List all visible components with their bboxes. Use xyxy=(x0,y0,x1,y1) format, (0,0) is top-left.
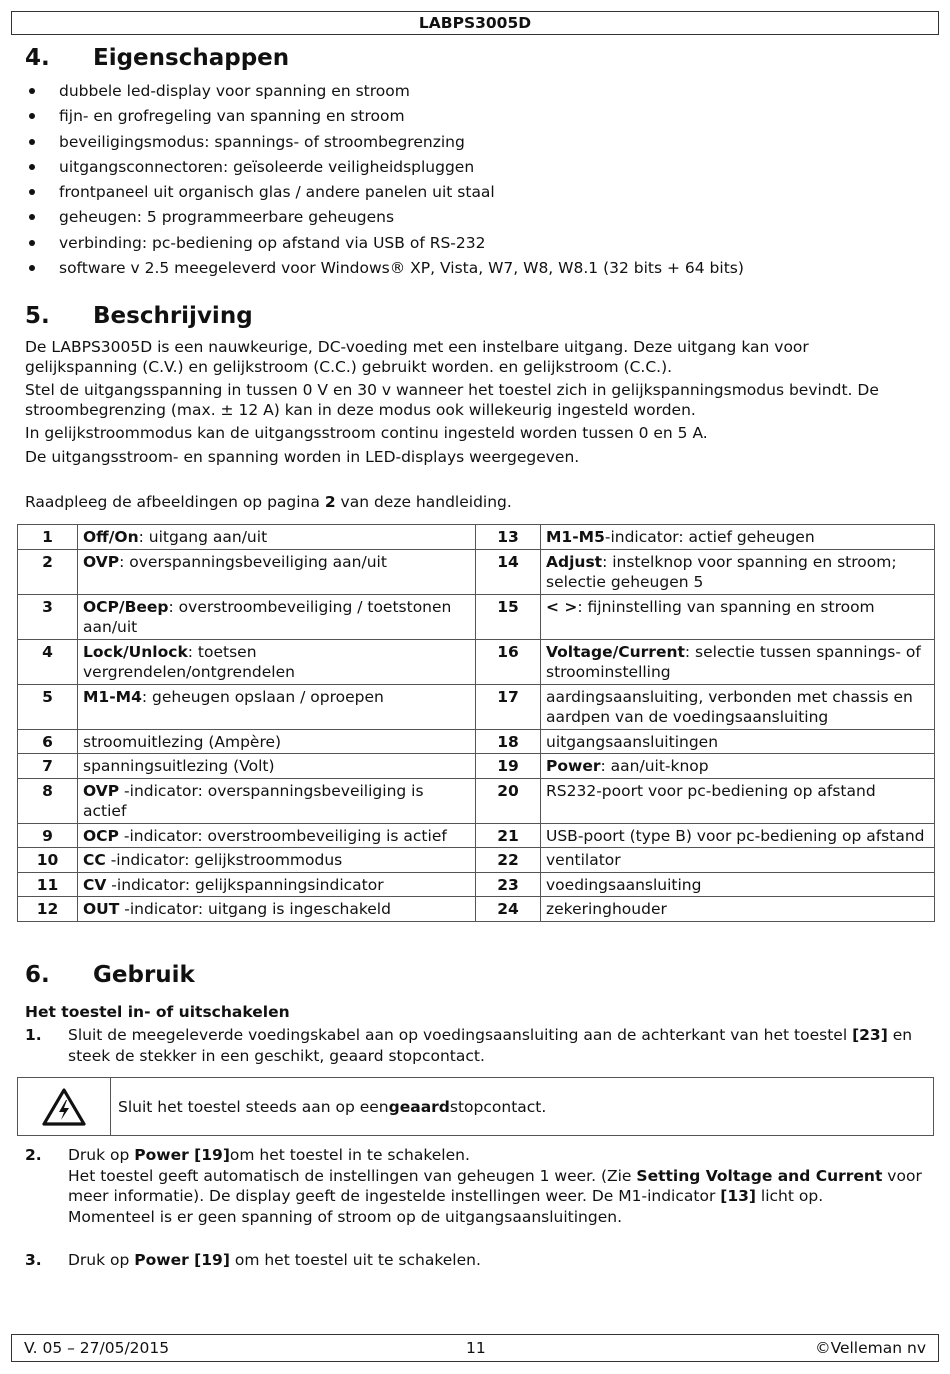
list-item: uitgangsconnectoren: geïsoleerde veiligheidspluggen xyxy=(25,156,744,181)
figure-reference: Raadpleeg de afbeeldingen op pagina 2 van deze handleiding. xyxy=(25,493,512,511)
step-1: 1. Sluit de meegeleverde voedingskabel aan op voedingsaansluiting aan de achterkant van het toestel [23] en steek de stekker in een geschikt, geaard stopcontact. xyxy=(25,1026,913,1065)
step-3: 3. Druk op Power [19] om het toestel uit te schakelen. xyxy=(25,1251,481,1269)
part-description: CV -indicator: gelijkspanningsindicator xyxy=(78,872,476,897)
part-number: 20 xyxy=(476,778,541,823)
table-row xyxy=(18,684,935,729)
parts-table xyxy=(17,524,935,922)
part-number: 11 xyxy=(18,872,78,897)
part-description: Off/On: uitgang aan/uit xyxy=(78,525,476,550)
page-number: 11 xyxy=(466,1339,486,1357)
part-description: uitgangsaansluitingen xyxy=(541,729,935,754)
part-description: aardingsaansluiting, verbonden met chassis en aardpen van de voedingsaansluiting xyxy=(541,684,935,729)
part-description: zekeringhouder xyxy=(541,897,935,922)
part-number: 12 xyxy=(18,897,78,922)
part-number: 17 xyxy=(476,684,541,729)
part-description: spanningsuitlezing (Volt) xyxy=(78,754,476,779)
part-description: Power: aan/uit-knop xyxy=(541,754,935,779)
table-row xyxy=(18,872,935,897)
part-number: 24 xyxy=(476,897,541,922)
list-item: software v 2.5 meegeleverd voor Windows® XP, Vista, W7, W8, W8.1 (32 bits + 64 bits) xyxy=(25,257,744,282)
table-row xyxy=(18,639,935,684)
part-number: 22 xyxy=(476,848,541,873)
list-item: fijn- en grofregeling van spanning en stroom xyxy=(25,105,744,130)
table-row xyxy=(18,823,935,848)
list-item: beveiligingsmodus: spannings- of stroombegrenzing xyxy=(25,131,744,156)
part-description: USB-poort (type B) voor pc-bediening op afstand xyxy=(541,823,935,848)
part-number: 18 xyxy=(476,729,541,754)
part-number: 5 xyxy=(18,684,78,729)
part-number: 8 xyxy=(18,778,78,823)
list-item: frontpaneel uit organisch glas / andere panelen uit staal xyxy=(25,181,744,206)
part-number: 21 xyxy=(476,823,541,848)
part-description: < >: fijninstelling van spanning en stroom xyxy=(541,594,935,639)
step-2: 2. Druk op Power [19]om het toestel in te schakelen. Het toestel geeft automatisch de instellingen van geheugen 1 weer. (Zie Setting Voltage and Current voor meer informatie). De display geeft de ingestelde instellingen weer. De M1-indicator [13] licht op. Momenteel is er geen spanning of stroom op de uitgangsaansluitingen. xyxy=(25,1146,922,1226)
part-number: 6 xyxy=(18,729,78,754)
part-description: CC -indicator: gelijkstroommodus xyxy=(78,848,476,873)
part-description: stroomuitlezing (Ampère) xyxy=(78,729,476,754)
high-voltage-warning-icon xyxy=(18,1078,111,1135)
part-number: 9 xyxy=(18,823,78,848)
version-date: V. 05 – 27/05/2015 xyxy=(24,1339,170,1357)
table-row xyxy=(18,525,935,550)
table-row xyxy=(18,848,935,873)
section-6-heading: 6. Gebruik xyxy=(25,962,195,988)
part-description: OVP -indicator: overspanningsbeveiliging is actief xyxy=(78,778,476,823)
part-number: 10 xyxy=(18,848,78,873)
part-description: M1-M4: geheugen opslaan / oproepen xyxy=(78,684,476,729)
part-number: 14 xyxy=(476,549,541,594)
part-number: 13 xyxy=(476,525,541,550)
list-item: geheugen: 5 programmeerbare geheugens xyxy=(25,206,744,231)
copyright: ©Velleman nv xyxy=(815,1339,926,1357)
part-description: OUT -indicator: uitgang is ingeschakeld xyxy=(78,897,476,922)
part-number: 23 xyxy=(476,872,541,897)
part-number: 2 xyxy=(18,549,78,594)
part-number: 16 xyxy=(476,639,541,684)
part-description: ventilator xyxy=(541,848,935,873)
part-number: 15 xyxy=(476,594,541,639)
warning-text: Sluit het toestel steeds aan op een geaard stopcontact. xyxy=(118,1097,547,1116)
description-paragraph: In gelijkstroommodus kan de uitgangsstroom continu ingesteld worden tussen 0 en 5 A. xyxy=(25,424,708,442)
part-description: RS232-poort voor pc-bediening op afstand xyxy=(541,778,935,823)
part-description: OCP -indicator: overstroombeveiliging is actief xyxy=(78,823,476,848)
part-description: voedingsaansluiting xyxy=(541,872,935,897)
part-number: 7 xyxy=(18,754,78,779)
warning-box xyxy=(17,1077,934,1136)
part-number: 19 xyxy=(476,754,541,779)
page-footer xyxy=(11,1334,939,1362)
section-4-heading: 4. Eigenschappen xyxy=(25,45,290,71)
part-number: 4 xyxy=(18,639,78,684)
part-description: Voltage/Current: selectie tussen spannings- of stroominstelling xyxy=(541,639,935,684)
description-paragraph: Stel de uitgangsspanning in tussen 0 V en 30 v wanneer het toestel zich in gelijkspanningsmodus bevindt. De stroombegrenzing (max. ± 12 A) kan in deze modus ook willekeurig ingesteld worden. xyxy=(25,381,879,419)
part-description: OVP: overspanningsbeveiliging aan/uit xyxy=(78,549,476,594)
table-row xyxy=(18,778,935,823)
part-number: 3 xyxy=(18,594,78,639)
part-description: OCP/Beep: overstroombeveiliging / toetstonen aan/uit xyxy=(78,594,476,639)
part-description: Lock/Unlock: toetsen vergrendelen/ontgrendelen xyxy=(78,639,476,684)
table-row xyxy=(18,594,935,639)
description-paragraph: De LABPS3005D is een nauwkeurige, DC-voeding met een instelbare uitgang. Deze uitgang kan voor gelijkspanning (C.V.) en gelijkstroom (C.C.) gebruikt worden. en gelijkstroom (C.C.). xyxy=(25,338,809,376)
section-5-heading: 5. Beschrijving xyxy=(25,303,253,329)
table-row xyxy=(18,897,935,922)
model-name: LABPS3005D xyxy=(418,14,532,32)
subsection-title: Het toestel in- of uitschakelen xyxy=(25,1003,290,1021)
table-row xyxy=(18,729,935,754)
page-header xyxy=(11,11,939,35)
list-item: dubbele led-display voor spanning en stroom xyxy=(25,80,744,105)
part-description: Adjust: instelknop voor spanning en stroom; selectie geheugen 5 xyxy=(541,549,935,594)
table-row xyxy=(18,549,935,594)
description-paragraph: De uitgangsstroom- en spanning worden in LED-displays weergegeven. xyxy=(25,448,580,466)
features-list xyxy=(25,80,744,282)
part-description: M1-M5-indicator: actief geheugen xyxy=(541,525,935,550)
table-row xyxy=(18,754,935,779)
list-item: verbinding: pc-bediening op afstand via USB of RS-232 xyxy=(25,232,744,257)
part-number: 1 xyxy=(18,525,78,550)
